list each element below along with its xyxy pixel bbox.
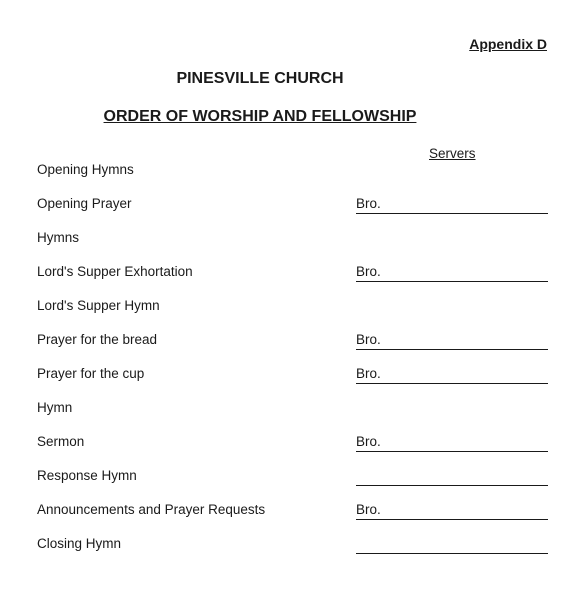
program-item-label: Hymn (37, 400, 73, 415)
appendix-label: Appendix D (469, 36, 547, 52)
program-row (37, 398, 548, 432)
program-row (37, 296, 548, 330)
program-row (37, 160, 548, 194)
server-line (356, 468, 548, 486)
program-row (37, 228, 548, 262)
program-row (37, 534, 548, 568)
servers-heading: Servers (429, 146, 476, 161)
server-line: Bro. (356, 264, 548, 282)
server-line: Bro. (356, 366, 548, 384)
server-line: Bro. (356, 196, 548, 214)
program-item-label: Response Hymn (37, 468, 137, 483)
program-row (37, 500, 548, 534)
program-item-label: Opening Hymns (37, 162, 134, 177)
program-row (37, 194, 548, 228)
program-item-label: Lord's Supper Hymn (37, 298, 160, 313)
program-item-label: Opening Prayer (37, 196, 132, 211)
program-row (37, 432, 548, 466)
program-item-label: Hymns (37, 230, 80, 245)
server-line: Bro. (356, 332, 548, 350)
program-list (37, 160, 548, 568)
program-item-label: Lord's Supper Exhortation (37, 264, 193, 279)
program-item-label: Sermon (37, 434, 85, 449)
program-row (37, 466, 548, 500)
order-title: ORDER OF WORSHIP AND FELLOWSHIP (103, 108, 417, 125)
server-line: Bro. (356, 502, 548, 520)
server-line (356, 536, 548, 554)
program-item-label: Prayer for the cup (37, 366, 145, 381)
program-row (37, 262, 548, 296)
program-item-label: Announcements and Prayer Requests (37, 502, 266, 517)
program-row (37, 364, 548, 398)
church-name: PINESVILLE CHURCH (176, 70, 344, 87)
server-line: Bro. (356, 434, 548, 452)
program-item-label: Closing Hymn (37, 536, 122, 551)
program-row (37, 330, 548, 364)
program-item-label: Prayer for the bread (37, 332, 158, 347)
